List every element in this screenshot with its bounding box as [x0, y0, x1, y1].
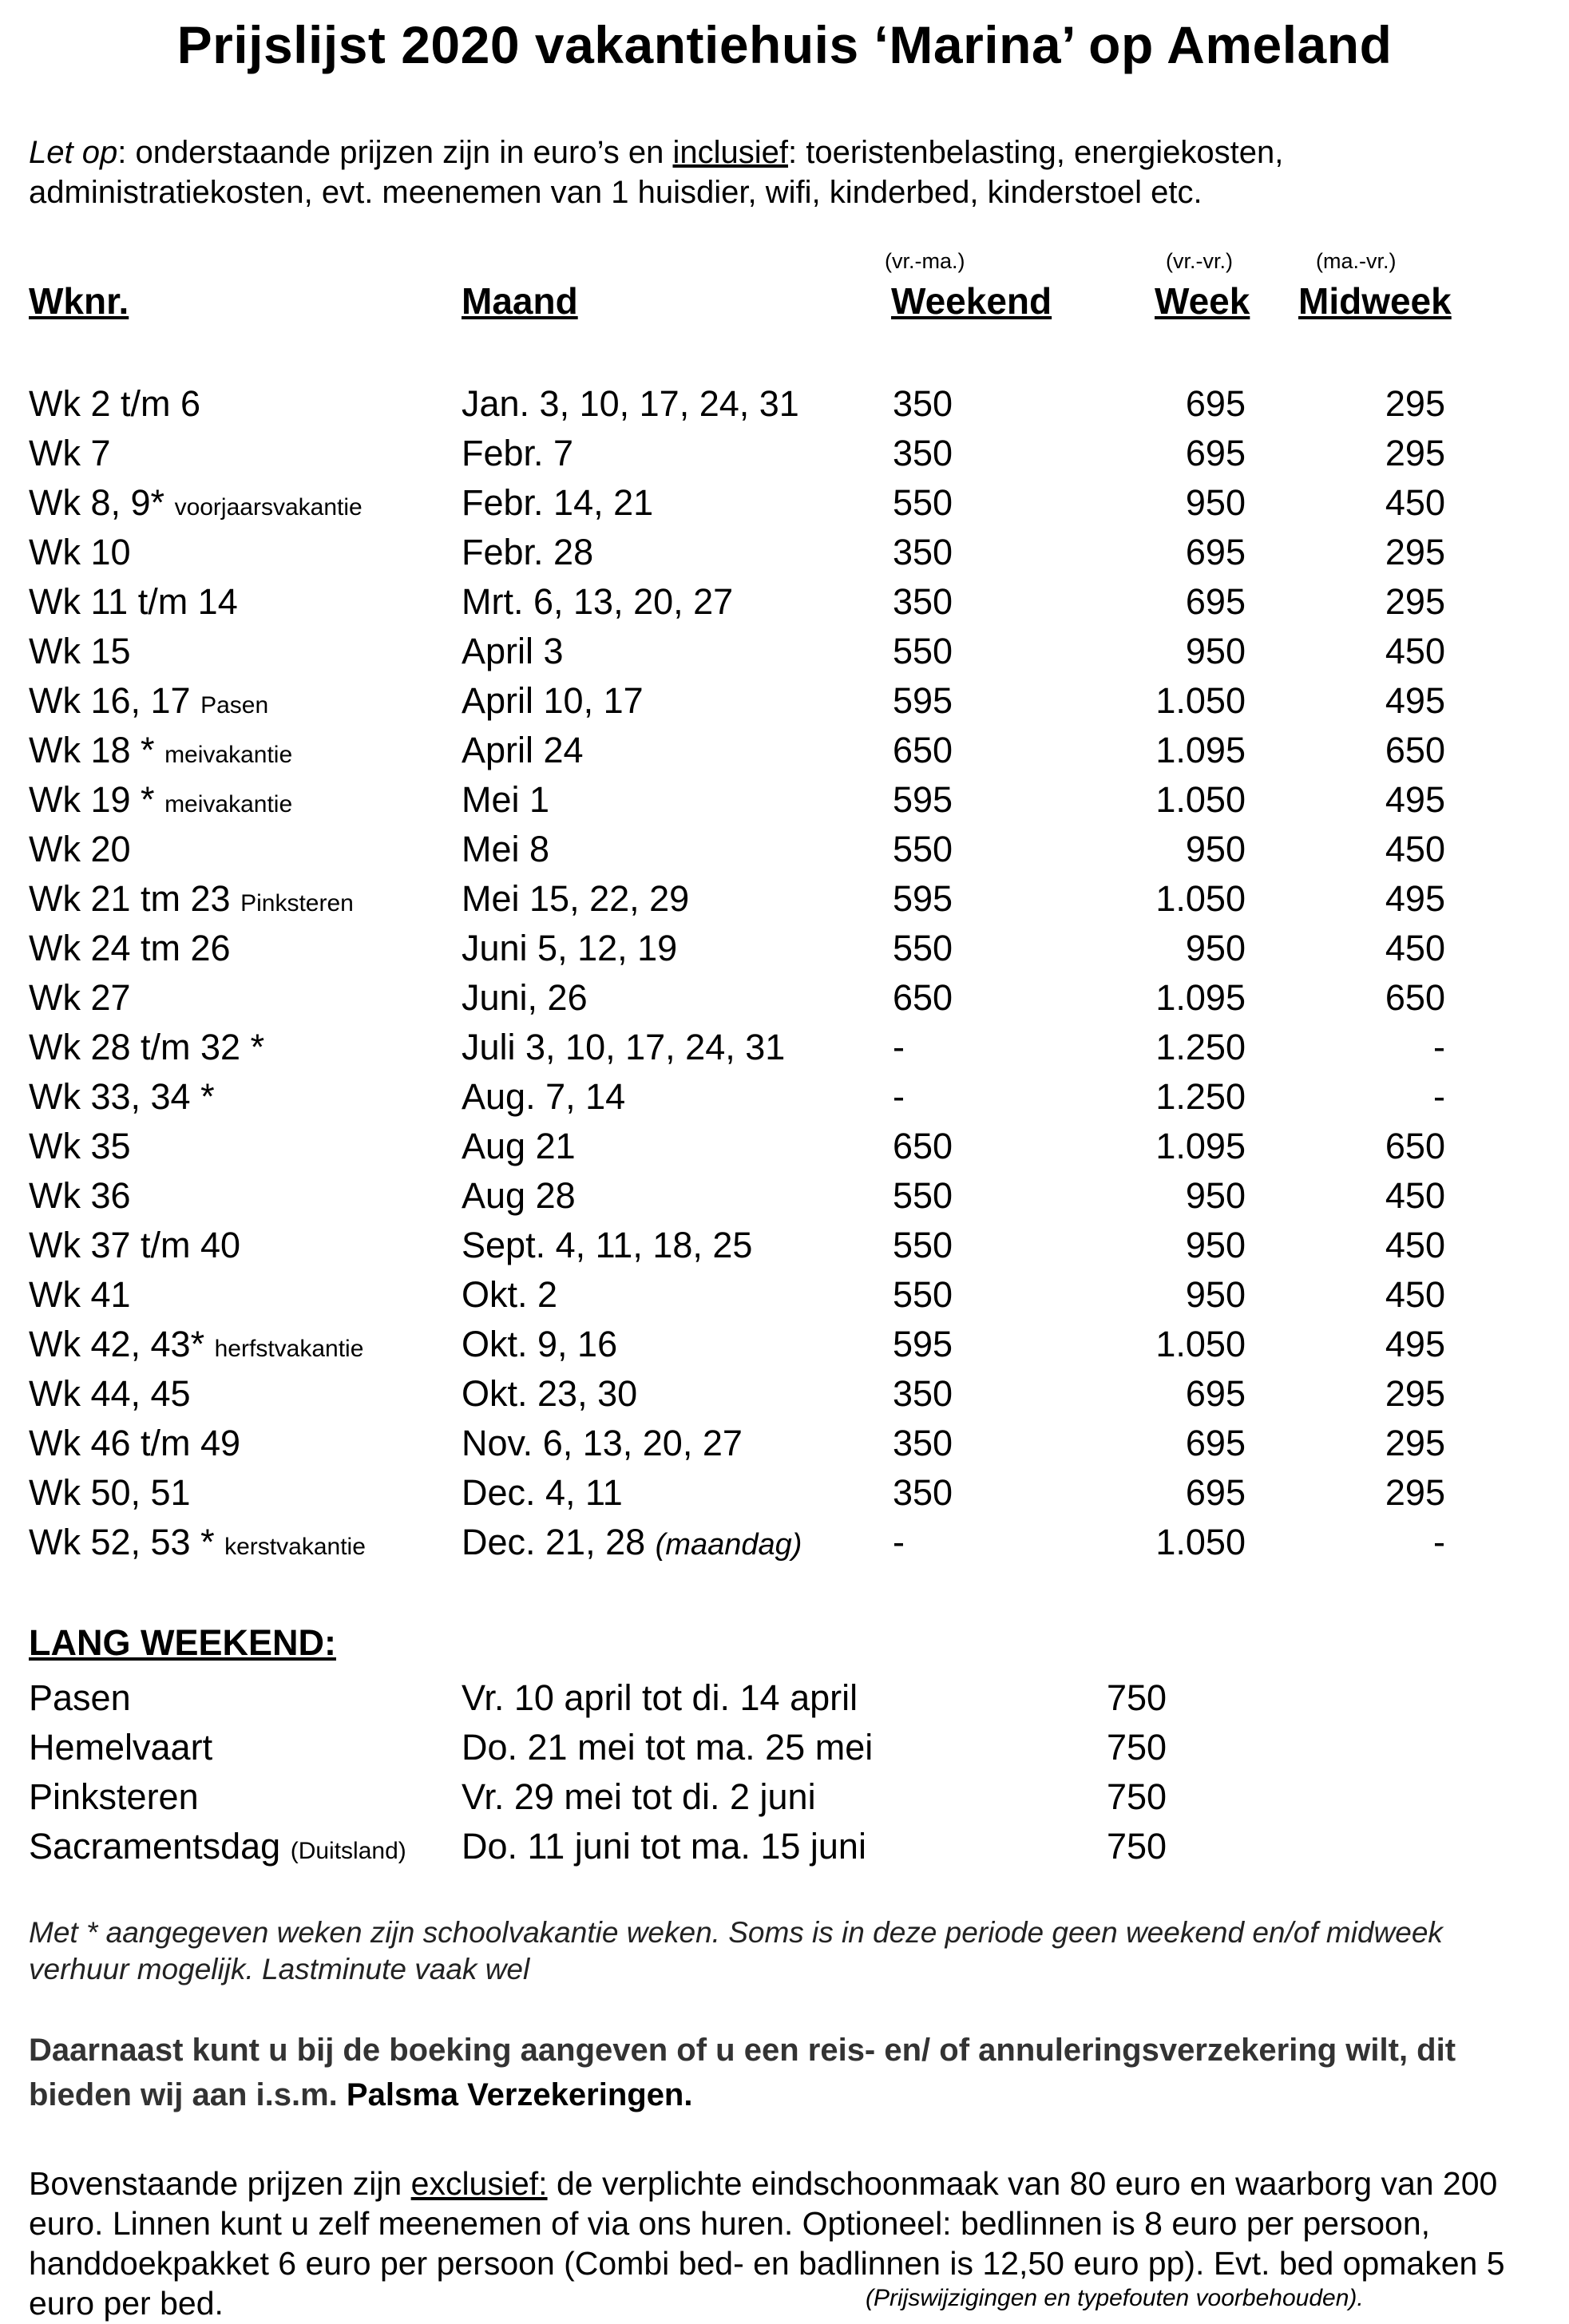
weekend-price: 350: [893, 1472, 953, 1513]
midweek-price: 450: [1385, 1175, 1445, 1216]
table-row: [0, 1419, 1569, 1468]
weekend-price: 350: [893, 1373, 953, 1414]
page-title: Prijslijst 2020 vakantiehuis ‘Marina’ op Ameland: [176, 15, 1393, 74]
holiday-price: 750: [1107, 1727, 1167, 1768]
subheader-week: (vr.-vr.): [1166, 249, 1233, 273]
midweek-price: 495: [1385, 878, 1445, 919]
week-label: Wk 33, 34 *: [29, 1076, 215, 1117]
holiday-period: Do. 21 mei tot ma. 25 mei: [462, 1727, 874, 1768]
dates-label: Sept. 4, 11, 18, 25: [462, 1225, 753, 1265]
week-price: 1.050: [1155, 779, 1246, 820]
dates-label: Nov. 6, 13, 20, 27: [462, 1423, 743, 1463]
week-number: [29, 1221, 240, 1275]
weekend-price: 595: [893, 878, 953, 919]
week-price: 695: [1185, 1373, 1246, 1414]
week-price: 950: [1185, 482, 1246, 523]
table-row: [0, 1171, 1569, 1221]
midweek-price: 295: [1385, 1472, 1445, 1513]
month-dates: [462, 1369, 637, 1421]
week-label: Wk 8, 9*: [29, 482, 165, 523]
holiday-price: 750: [1107, 1677, 1167, 1718]
midweek-price: 650: [1385, 1126, 1445, 1166]
month-dates: [462, 1221, 752, 1273]
insurance-company: Palsma Verzekeringen.: [346, 2077, 693, 2112]
weekend-price: 595: [893, 680, 953, 721]
holiday-note: meivakantie: [164, 742, 293, 768]
week-number: [29, 1270, 131, 1324]
lang-weekend-row: [0, 1723, 1569, 1772]
week-price: 950: [1185, 829, 1246, 869]
weekend-price: -: [893, 1522, 905, 1562]
week-price: 695: [1185, 383, 1246, 424]
dates-label: Dec. 21, 28: [462, 1522, 646, 1562]
weekend-price: 550: [893, 1175, 953, 1216]
table-row: [0, 973, 1569, 1023]
week-number: [29, 627, 131, 681]
holiday-note: Pasen: [200, 692, 269, 719]
week-number: [29, 676, 268, 730]
lang-weekend-row: [0, 1772, 1569, 1822]
month-dates: [462, 924, 677, 976]
midweek-price: 450: [1385, 928, 1445, 968]
midweek-price: 450: [1385, 1274, 1445, 1315]
week-number: [29, 924, 231, 978]
lang-weekend-row: [0, 1822, 1569, 1871]
holiday-label: Hemelvaart: [29, 1727, 213, 1768]
week-number: [29, 1072, 215, 1126]
week-label: Wk 28 t/m 32 *: [29, 1027, 265, 1067]
table-row: [0, 1270, 1569, 1320]
month-dates: [462, 1468, 623, 1520]
week-label: Wk 52, 53 *: [29, 1522, 215, 1562]
midweek-price: 450: [1385, 482, 1445, 523]
table-row: [0, 924, 1569, 973]
week-number: [29, 874, 354, 928]
week-number: [29, 1468, 191, 1522]
bottom-underlined: exclusief:: [410, 2165, 548, 2202]
dates-label: April 24: [462, 730, 584, 770]
week-label: Wk 11 t/m 14: [29, 581, 238, 622]
dates-label: Mrt. 6, 13, 20, 27: [462, 581, 734, 622]
dates-label: Mei 8: [462, 829, 550, 869]
dates-label: Aug 28: [462, 1175, 576, 1216]
week-price: 1.095: [1155, 977, 1246, 1018]
midweek-price: 450: [1385, 1225, 1445, 1265]
disclaimer: (Prijswijzigingen en typefouten voorbehouden).: [866, 2285, 1364, 2311]
holiday-note: (Duitsland): [290, 1838, 406, 1864]
weekend-price: 350: [893, 383, 953, 424]
subheader-midweek: (ma.-vr.): [1316, 249, 1397, 273]
week-label: Wk 2 t/m 6: [29, 383, 201, 424]
month-dates: [462, 478, 653, 530]
week-price: 950: [1185, 928, 1246, 968]
midweek-price: 650: [1385, 977, 1445, 1018]
week-price: 695: [1185, 581, 1246, 622]
midweek-price: 295: [1385, 433, 1445, 473]
weekend-price: 550: [893, 829, 953, 869]
table-row: [0, 528, 1569, 577]
table-row: [0, 379, 1569, 429]
dates-label: Mei 15, 22, 29: [462, 878, 690, 919]
bottom-text-2: de verplichte eindschoonmaak van 80 euro en waarborg van 200 euro. Linnen kunt u zelf meenemen of via ons huren. Optioneel: bedlinnen is 8 euro per persoon, handdoekpakket 6 euro per persoon (Combi bed- en badlinnen is 12,50 euro pp). Evt. bed opmaken 5 euro per bed.: [29, 2165, 1505, 2322]
midweek-price: 495: [1385, 680, 1445, 721]
table-row: [0, 1122, 1569, 1171]
header-midweek: Midweek: [1298, 280, 1452, 322]
header-wknr: Wknr.: [29, 280, 129, 322]
month-dates: [462, 429, 573, 481]
week-label: Wk 7: [29, 433, 111, 473]
intro-text-1: : onderstaande prijzen zijn in euro’s en: [117, 135, 673, 170]
month-dates: [462, 528, 593, 580]
holiday-note: voorjaarsvakantie: [174, 494, 363, 521]
week-price: 695: [1185, 433, 1246, 473]
holiday-note: Pinksteren: [240, 890, 354, 917]
holiday-note: kerstvakantie: [224, 1534, 366, 1560]
weekend-price: 650: [893, 730, 953, 770]
lang-weekend-title: LANG WEEKEND:: [29, 1622, 336, 1663]
week-number: [29, 1518, 366, 1572]
week-price: 1.050: [1155, 1522, 1246, 1562]
week-price: 1.095: [1155, 730, 1246, 770]
week-price: 1.050: [1155, 878, 1246, 919]
header-weekend: Weekend: [891, 280, 1052, 322]
weekend-price: 595: [893, 779, 953, 820]
lang-weekend-row: [0, 1673, 1569, 1723]
week-price: 695: [1185, 1472, 1246, 1513]
week-label: Wk 44, 45: [29, 1373, 191, 1414]
bottom-text-1: Bovenstaande prijzen zijn: [29, 2165, 411, 2202]
midweek-price: 450: [1385, 631, 1445, 671]
month-dates: [462, 1023, 785, 1075]
weekend-price: 550: [893, 1225, 953, 1265]
dates-label: Aug. 7, 14: [462, 1076, 626, 1117]
week-price: 950: [1185, 1175, 1246, 1216]
table-row: [0, 825, 1569, 874]
weekend-price: 350: [893, 1423, 953, 1463]
week-number: [29, 1171, 131, 1225]
holiday-period: Vr. 29 mei tot di. 2 juni: [462, 1776, 816, 1817]
holiday-note: meivakantie: [164, 791, 293, 818]
week-label: Wk 21 tm 23: [29, 878, 231, 919]
week-number: [29, 825, 131, 879]
midweek-price: 295: [1385, 581, 1445, 622]
school-holiday-footnote: Met * aangegeven weken zijn schoolvakantie weken. Soms is in deze periode geen weekend en/of midweek verhuur mogelijk. Lastminute vaak wel: [29, 1916, 1443, 1985]
subheader-weekend: (vr.-ma.): [885, 249, 965, 273]
week-label: Wk 10: [29, 532, 131, 572]
weekend-price: -: [893, 1027, 905, 1067]
month-dates: [462, 1518, 802, 1570]
week-label: Wk 15: [29, 631, 131, 671]
midweek-price: 650: [1385, 730, 1445, 770]
month-dates: [462, 627, 564, 679]
lang-weekend-table: [0, 1673, 1569, 1871]
table-row: [0, 775, 1569, 825]
holiday-name: [29, 1723, 212, 1777]
week-price: 950: [1185, 1274, 1246, 1315]
month-dates: [462, 1419, 743, 1471]
week-number: [29, 1320, 363, 1374]
midweek-price: 295: [1385, 383, 1445, 424]
week-price: 1.095: [1155, 1126, 1246, 1166]
month-dates: [462, 825, 549, 877]
table-row: [0, 1320, 1569, 1369]
month-dates: [462, 379, 799, 431]
month-dates: [462, 874, 689, 926]
insurance-note: [29, 2028, 1546, 2117]
holiday-label: Pasen: [29, 1677, 131, 1718]
week-number: [29, 1122, 131, 1176]
week-number: [29, 577, 238, 631]
dates-label: Juli 3, 10, 17, 24, 31: [462, 1027, 786, 1067]
weekend-price: 350: [893, 433, 953, 473]
intro-underlined: inclusief: [672, 135, 788, 170]
month-dates: [462, 1171, 576, 1223]
midweek-price: 295: [1385, 1373, 1445, 1414]
dates-label: April 10, 17: [462, 680, 644, 721]
week-price: 695: [1185, 532, 1246, 572]
dates-label: Okt. 9, 16: [462, 1324, 618, 1364]
week-number: [29, 478, 363, 533]
dates-label: Febr. 14, 21: [462, 482, 654, 523]
month-dates: [462, 577, 733, 629]
month-dates: [462, 1320, 617, 1372]
weekend-price: 550: [893, 928, 953, 968]
weekend-price: 595: [893, 1324, 953, 1364]
weekend-price: 550: [893, 482, 953, 523]
week-price: 950: [1185, 631, 1246, 671]
price-table: [0, 379, 1569, 1567]
midweek-price: -: [1433, 1027, 1445, 1067]
table-row: [0, 874, 1569, 924]
week-label: Wk 35: [29, 1126, 131, 1166]
month-dates: [462, 775, 549, 827]
table-row: [0, 478, 1569, 528]
dates-label: Jan. 3, 10, 17, 24, 31: [462, 383, 799, 424]
holiday-label: Pinksteren: [29, 1776, 199, 1817]
dates-label: Febr. 28: [462, 532, 594, 572]
dates-label: Aug 21: [462, 1126, 576, 1166]
week-price: 1.050: [1155, 680, 1246, 721]
table-row: [0, 1518, 1569, 1567]
week-price: 1.050: [1155, 1324, 1246, 1364]
table-row: [0, 676, 1569, 726]
holiday-name: [29, 1673, 131, 1728]
table-row: [0, 1369, 1569, 1419]
week-label: Wk 42, 43*: [29, 1324, 205, 1364]
dates-label: Okt. 23, 30: [462, 1373, 638, 1414]
table-row: [0, 429, 1569, 478]
weekend-price: 550: [893, 1274, 953, 1315]
dates-label: April 3: [462, 631, 564, 671]
week-label: Wk 36: [29, 1175, 131, 1216]
weekend-price: 550: [893, 631, 953, 671]
month-dates: [462, 1270, 557, 1322]
midweek-price: 495: [1385, 779, 1445, 820]
dates-label: Mei 1: [462, 779, 550, 820]
table-row: [0, 726, 1569, 775]
week-label: Wk 20: [29, 829, 131, 869]
header-week: Week: [1155, 280, 1250, 322]
holiday-name: [29, 1772, 199, 1827]
table-row: [0, 577, 1569, 627]
holiday-note: herfstvakantie: [214, 1336, 364, 1362]
week-number: [29, 528, 131, 582]
holiday-price: 750: [1107, 1776, 1167, 1817]
week-number: [29, 973, 131, 1027]
intro-text-2: : toeristenbelasting, energiekosten, administratiekosten, evt. meenemen van 1 huisdier, wifi, kinderbed, kinderstoel etc.: [29, 135, 1284, 210]
week-number: [29, 1369, 191, 1423]
holiday-name: [29, 1822, 406, 1876]
month-dates: [462, 1122, 576, 1174]
week-label: Wk 37 t/m 40: [29, 1225, 241, 1265]
week-number: [29, 429, 111, 483]
week-number: [29, 1023, 264, 1077]
week-price: 695: [1185, 1423, 1246, 1463]
week-label: Wk 46 t/m 49: [29, 1423, 241, 1463]
intro-lead: Let op: [29, 135, 118, 170]
month-dates: [462, 973, 588, 1025]
table-row: [0, 1072, 1569, 1122]
weekend-price: -: [893, 1076, 905, 1117]
weekend-price: 350: [893, 532, 953, 572]
week-label: Wk 41: [29, 1274, 131, 1315]
month-dates: [462, 1072, 625, 1124]
dates-note: (maandag): [655, 1528, 802, 1562]
week-number: [29, 1419, 240, 1473]
week-label: Wk 24 tm 26: [29, 928, 231, 968]
holiday-period: Vr. 10 april tot di. 14 april: [462, 1677, 858, 1718]
table-row: [0, 1468, 1569, 1518]
midweek-price: 295: [1385, 532, 1445, 572]
week-label: Wk 27: [29, 977, 131, 1018]
week-number: [29, 726, 292, 780]
week-label: Wk 16, 17: [29, 680, 191, 721]
week-price: 1.250: [1155, 1076, 1246, 1117]
insurance-text: Daarnaast kunt u bij de boeking aangeven of u een reis- en/ of annuleringsverzekering wilt, dit bieden wij aan i.s.m.: [29, 2033, 1456, 2112]
week-number: [29, 379, 200, 434]
month-dates: [462, 726, 584, 778]
midweek-price: 295: [1385, 1423, 1445, 1463]
dates-label: Juni, 26: [462, 977, 588, 1018]
midweek-price: 495: [1385, 1324, 1445, 1364]
dates-label: Juni 5, 12, 19: [462, 928, 678, 968]
table-row: [0, 627, 1569, 676]
week-price: 1.250: [1155, 1027, 1246, 1067]
weekend-price: 350: [893, 581, 953, 622]
weekend-price: 650: [893, 1126, 953, 1166]
holiday-price: 750: [1107, 1826, 1167, 1867]
week-number: [29, 775, 292, 829]
table-row: [0, 1221, 1569, 1270]
midweek-price: -: [1433, 1076, 1445, 1117]
header-maand: Maand: [462, 280, 578, 322]
dates-label: Okt. 2: [462, 1274, 558, 1315]
weekend-price: 650: [893, 977, 953, 1018]
holiday-period: Do. 11 juni tot ma. 15 juni: [462, 1826, 866, 1867]
week-label: Wk 50, 51: [29, 1472, 191, 1513]
dates-label: Dec. 4, 11: [462, 1472, 623, 1513]
table-row: [0, 1023, 1569, 1072]
holiday-label: Sacramentsdag: [29, 1826, 281, 1867]
midweek-price: -: [1433, 1522, 1445, 1562]
midweek-price: 450: [1385, 829, 1445, 869]
week-label: Wk 18 *: [29, 730, 155, 770]
week-label: Wk 19 *: [29, 779, 155, 820]
intro-note: [29, 133, 1538, 212]
week-price: 950: [1185, 1225, 1246, 1265]
dates-label: Febr. 7: [462, 433, 574, 473]
month-dates: [462, 676, 644, 728]
